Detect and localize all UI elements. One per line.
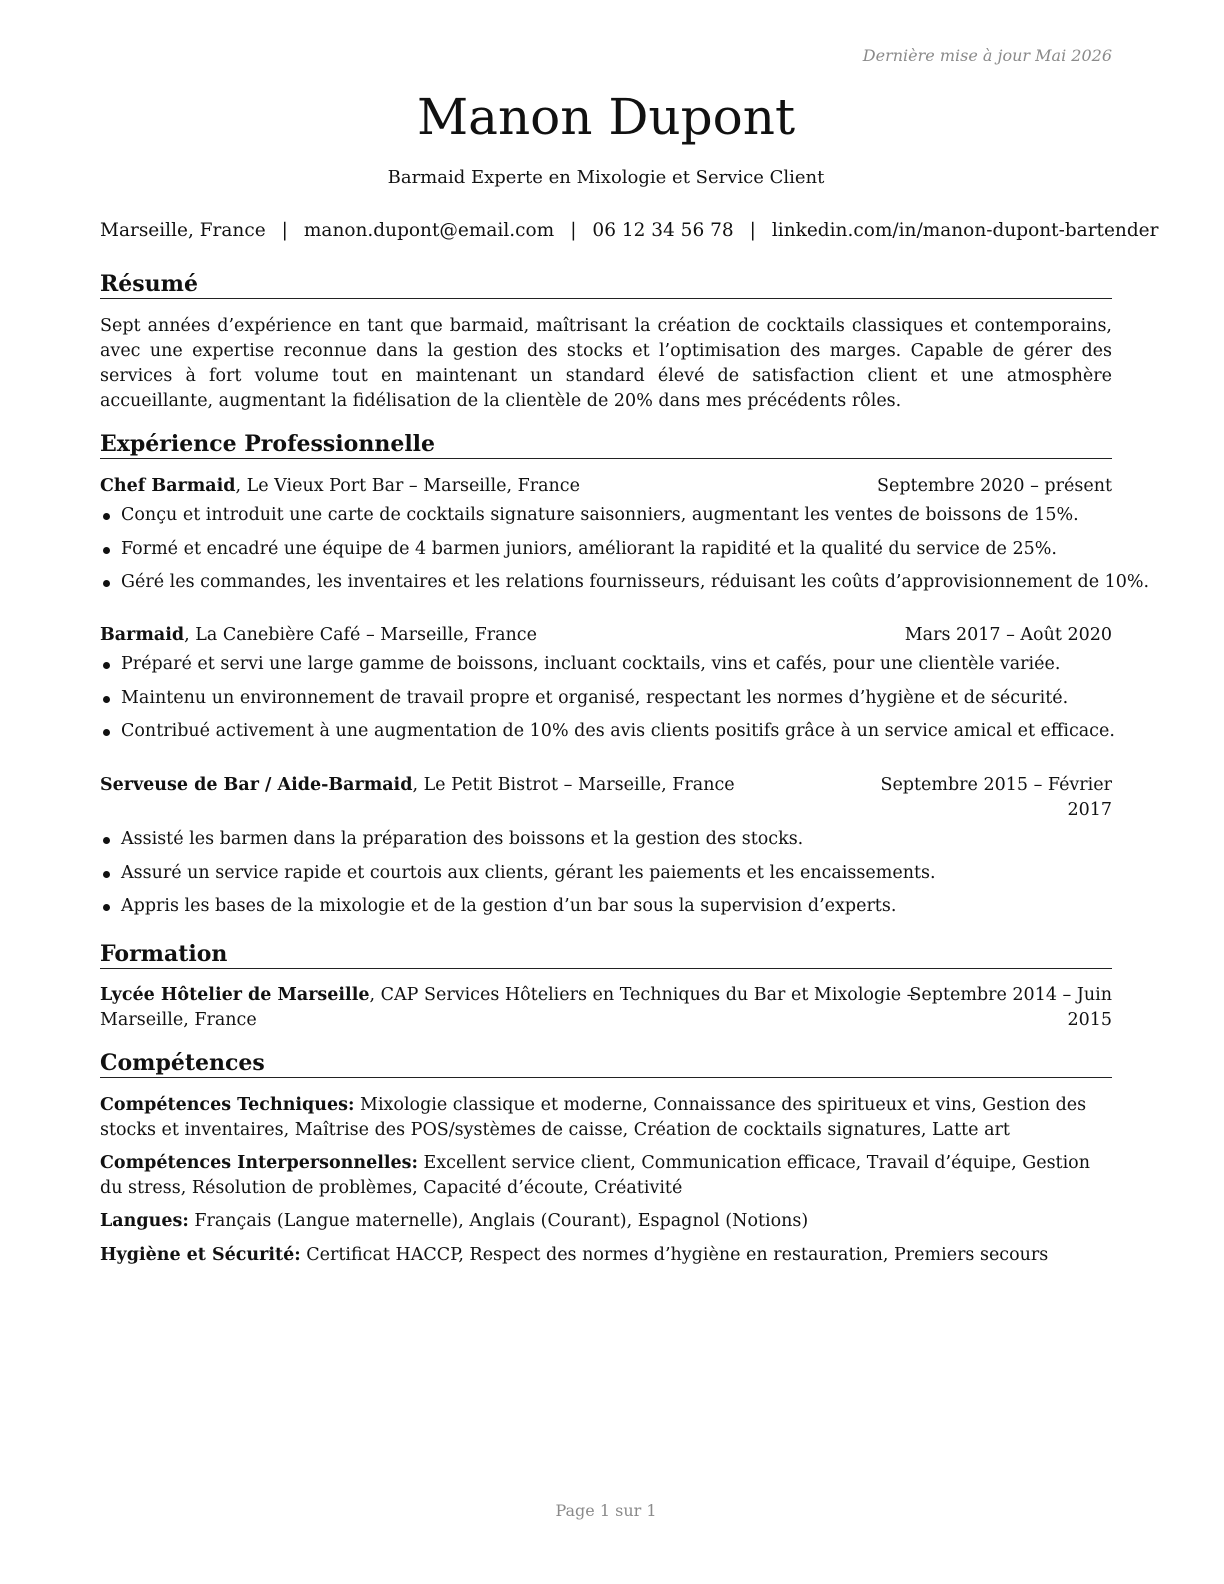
contact-separator: |: [570, 220, 577, 241]
job-dates: Mars 2017 – Août 2020: [904, 625, 1112, 645]
section-title-skills: Compétences: [100, 1049, 1112, 1078]
education-dates: [909, 983, 1112, 1033]
bullet-item: [100, 503, 1112, 528]
job-role: Serveuse de Bar / Aide-Barmaid: [100, 775, 413, 795]
bullet-item: [100, 686, 1112, 711]
job-bullets: [100, 503, 1150, 604]
bullet-text: Assuré un service rapide et courtois aux clients, gérant les paiements et les encaissements.: [121, 862, 936, 883]
bullet-icon: [103, 696, 110, 703]
section-title-summary: Résumé: [100, 270, 1112, 299]
summary-text: Sept années d’expérience en tant que barmaid, maîtrisant la création de cocktails classiques et contemporains, avec une expertise reconnue dans la gestion des stocks et l’optimisation des marges. Capable de gérer des services à fort volume tout en maintenant un standard élevé de satisfaction client et une atmosphère accueillante, augmentant la fidélisation de la clientèle de 20% dans mes précédents rôles.: [100, 316, 1112, 411]
bullet-text: Formé et encadré une équipe de 4 barmen juniors, améliorant la rapidité et la qualité du service de 25%.: [121, 538, 1057, 559]
last-updated: Dernière mise à jour Mai 2026: [862, 46, 1112, 65]
job-header: [100, 773, 1112, 820]
contact-location: Marseille, France: [100, 220, 266, 241]
job-place: , Le Vieux Port Bar – Marseille, France: [235, 476, 580, 496]
education-dates-line: Septembre 2014 – Juin: [909, 985, 1112, 1005]
job-place: , La Canebière Café – Marseille, France: [184, 625, 537, 645]
bullet-icon: [103, 580, 110, 587]
education-dates-line: 2015: [1067, 1010, 1112, 1030]
bullet-icon: [103, 547, 110, 554]
bullet-item: [100, 719, 1115, 744]
contact-separator: |: [281, 220, 288, 241]
skill-line: [100, 1093, 1112, 1143]
contact-phone: 06 12 34 56 78: [592, 220, 734, 241]
education-school: Lycée Hôtelier de Marseille: [100, 985, 370, 1005]
job-role: Chef Barmaid: [100, 476, 236, 496]
bullet-text: Assisté les barmen dans la préparation des boissons et la gestion des stocks.: [121, 829, 804, 849]
job-dates-line: 2017: [1067, 800, 1112, 820]
bullet-icon: [103, 904, 110, 911]
bullet-item: [100, 537, 1112, 562]
bullet-item: [100, 861, 1112, 886]
contact-line: [100, 220, 1159, 241]
job-header: [100, 474, 1112, 499]
skill-line: [100, 1209, 1112, 1234]
section-title-experience: Expérience Professionnelle: [100, 430, 1112, 459]
skill-label: Langues:: [100, 1211, 189, 1231]
job-dates: [880, 773, 1112, 823]
contact-separator: |: [749, 220, 756, 241]
job-role: Barmaid: [100, 625, 185, 645]
bullet-text: Contribué activement à une augmentation de 10% des avis clients positifs grâce à un service amical et efficace.: [121, 721, 1115, 741]
skill-label: Compétences Techniques:: [100, 1095, 355, 1115]
job-bullets: [100, 827, 1112, 928]
bullet-icon: [103, 837, 110, 844]
skill-text: Mixologie classique et moderne, Connaissance des spiritueux et vins, Gestion des stocks et inventaires, Maîtrise des POS/systèmes de caisse, Création de cocktails signatures, Latte art: [100, 1095, 1087, 1140]
section-title-education: Formation: [100, 940, 1112, 969]
headline: Barmaid Experte en Mixologie et Service Client: [387, 167, 825, 188]
job-place: , Le Petit Bistrot – Marseille, France: [412, 775, 735, 795]
bullet-item: [100, 570, 1150, 595]
skill-text: Français (Langue maternelle), Anglais (Courant), Espagnol (Notions): [188, 1211, 809, 1231]
skill-label: Hygiène et Sécurité:: [100, 1245, 301, 1265]
bullet-icon: [103, 513, 110, 520]
skill-text: Certificat HACCP, Respect des normes d’hygiène en restauration, Premiers secours: [300, 1245, 1049, 1265]
education-location: Marseille, France: [100, 1010, 257, 1030]
skill-line: [100, 1151, 1112, 1201]
bullet-item: [100, 827, 1112, 852]
candidate-name: Manon Dupont: [416, 88, 796, 146]
education-entry: [100, 983, 1112, 1033]
education-program: , CAP Services Hôteliers en Techniques du Bar et Mixologie –: [369, 985, 916, 1005]
bullet-text: Conçu et introduit une carte de cocktails signature saisonniers, augmentant les ventes de boissons de 15%.: [121, 505, 1079, 525]
skill-line: [100, 1243, 1112, 1268]
bullet-text: Maintenu un environnement de travail propre et organisé, respectant les normes d’hygiène et de sécurité.: [121, 687, 1069, 708]
bullet-icon: [103, 729, 110, 736]
bullet-text: Géré les commandes, les inventaires et les relations fournisseurs, réduisant les coûts d’approvisionnement de 10%.: [121, 572, 1150, 592]
job-header: [100, 623, 1112, 648]
resume-page: [100, 0, 1159, 1584]
job-dates: Septembre 2020 – présent: [877, 476, 1112, 496]
bullet-text: Appris les bases de la mixologie et de la gestion d’un bar sous la supervision d’experts.: [121, 896, 897, 916]
skill-label: Compétences Interpersonnelles:: [100, 1153, 418, 1173]
bullet-text: Préparé et servi une large gamme de boissons, incluant cocktails, vins et cafés, pour une clientèle variée.: [121, 654, 1061, 674]
contact-email[interactable]: manon.dupont@email.com: [303, 220, 555, 241]
bullet-icon: [103, 871, 110, 878]
job-bullets: [100, 652, 1115, 753]
bullet-item: [100, 652, 1112, 677]
contact-linkedin[interactable]: linkedin.com/in/manon-dupont-bartender: [771, 220, 1159, 241]
bullet-item: [100, 894, 1112, 919]
skill-text: Excellent service client, Communication efficace, Travail d’équipe, Gestion du stress, Résolution de problèmes, Capacité d’écoute, Créativité: [100, 1153, 1090, 1198]
page-number: Page 1 sur 1: [555, 1501, 657, 1520]
job-dates-line: Septembre 2015 – Février: [880, 775, 1112, 795]
bullet-icon: [103, 662, 110, 669]
